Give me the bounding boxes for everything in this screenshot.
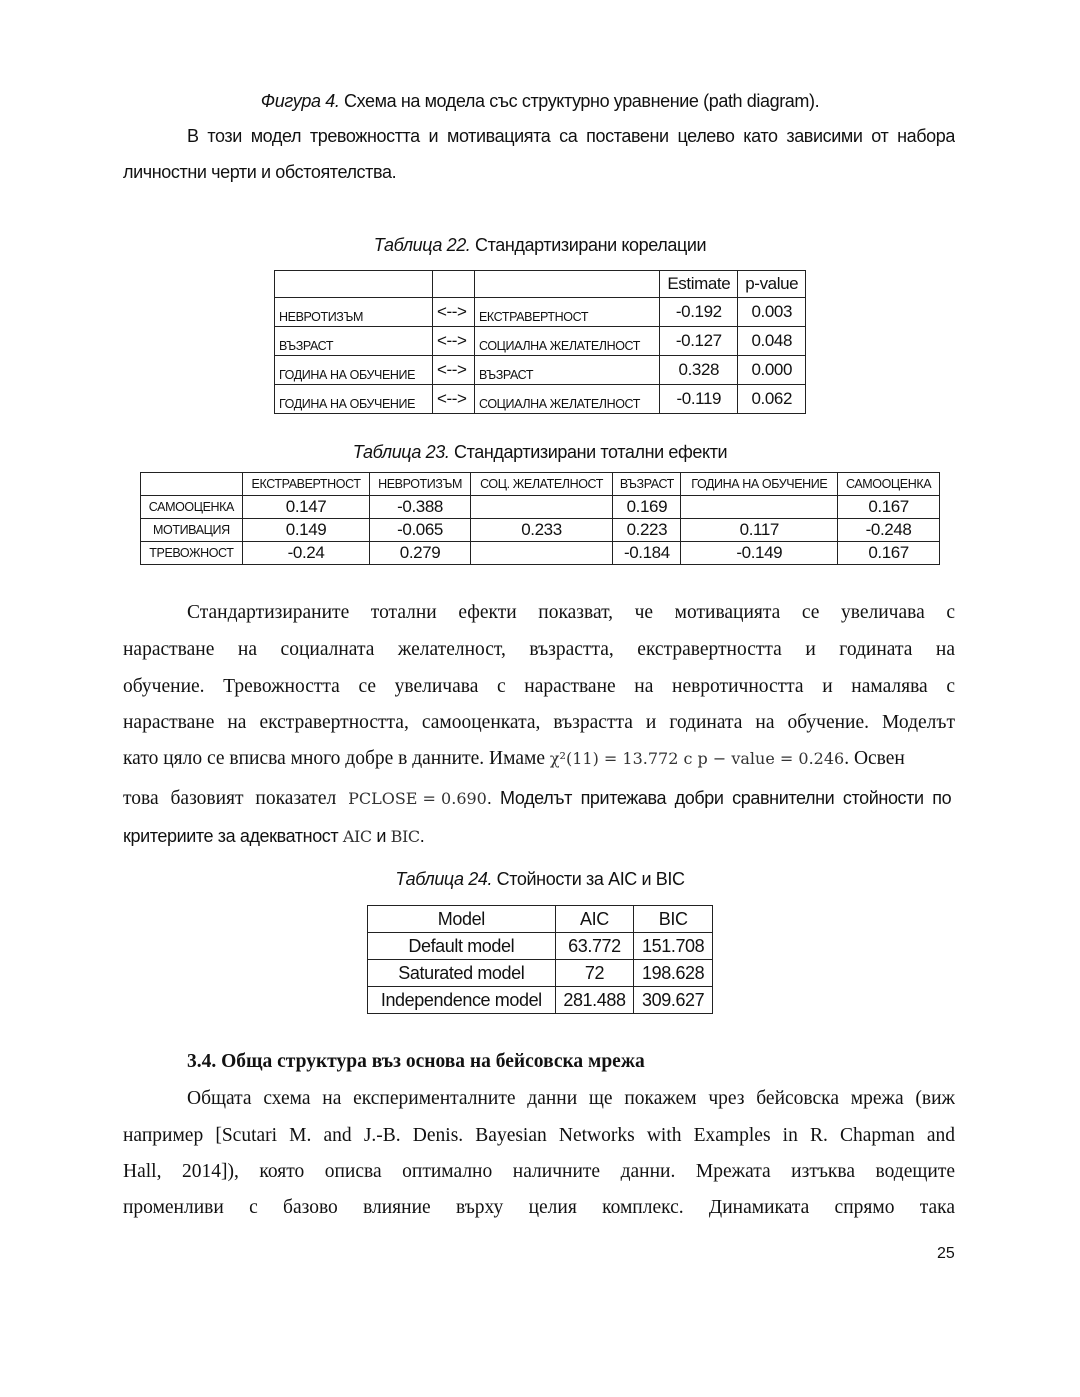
table-cell: <--> — [432, 327, 474, 356]
header-cell: p-value — [738, 271, 806, 298]
paragraph-line: променливи с базово влияние върху целия комплекс. Динамиката спрямо така — [123, 1197, 955, 1218]
table-cell: <--> — [432, 298, 474, 327]
p-value-formula: p − value = 0.246 — [697, 749, 845, 768]
table22-caption — [0, 235, 1080, 256]
table-cell: 151.708 — [634, 933, 713, 960]
header-cell: САМООЦЕНКА — [838, 473, 940, 496]
paragraph-line: Hall, 2014]), която описва оптимално наличните данни. Мрежата изтъква водещите — [123, 1161, 955, 1182]
chi-square-formula: χ²(11) = 13.772 — [549, 749, 679, 768]
table-row — [141, 496, 940, 519]
text: това базовият показател — [123, 788, 349, 809]
table-cell: 0.223 — [613, 519, 681, 542]
caption-text: Стандартизирани корелации — [470, 235, 707, 255]
table-cell: 0.279 — [370, 542, 470, 565]
table-cell: 0.003 — [738, 298, 806, 327]
table-cell: НЕВРОТИЗЪМ — [275, 298, 433, 327]
table-cell: 0.149 — [242, 519, 370, 542]
table-row — [141, 519, 940, 542]
table-cell: 0.167 — [838, 542, 940, 565]
table-cell: ГОДИНА НА ОБУЧЕНИЕ — [275, 385, 433, 414]
table-cell — [470, 496, 613, 519]
header-cell: ВЪЗРАСТ — [613, 473, 681, 496]
table-cell: Saturated model — [368, 960, 556, 987]
table-cell: МОТИВАЦИЯ — [141, 519, 243, 542]
table-header-row — [141, 473, 940, 496]
table-cell: 63.772 — [555, 933, 634, 960]
table-cell: СОЦИАЛНА ЖЕЛАТЕЛНОСТ — [475, 327, 660, 356]
table-cell: -0.127 — [660, 327, 738, 356]
caption-label: Таблица 22. — [373, 235, 471, 255]
paragraph-line — [123, 748, 955, 770]
table-cell: 309.627 — [634, 987, 713, 1014]
header-cell: Model — [368, 906, 556, 933]
table-cell: 0.147 — [242, 496, 370, 519]
intro-line: В този модел тревожността и мотивацията са поставени целево като зависими от набора — [187, 126, 955, 146]
text: и — [371, 826, 391, 846]
text: . Моделът притежава добри сравнителни стойности по — [486, 788, 952, 808]
paragraph-line — [123, 788, 955, 810]
table-cell: 198.628 — [634, 960, 713, 987]
caption-text: Стандартизирани тотални ефекти — [449, 442, 728, 462]
header-cell: ГОДИНА НА ОБУЧЕНИЕ — [681, 473, 838, 496]
header-cell: НЕВРОТИЗЪМ — [370, 473, 470, 496]
paragraph-line: Общата схема на експерименталните данни ще покажем чрез бейсовска мрежа (виж — [187, 1088, 955, 1109]
header-cell — [475, 271, 660, 298]
text: критериите за адекватност — [123, 826, 343, 846]
table-row — [368, 933, 713, 960]
table-row — [368, 987, 713, 1014]
caption-text: Стойности за AIC и BIC — [492, 869, 685, 889]
table-cell: ВЪЗРАСТ — [475, 356, 660, 385]
paragraph-line: например [Scutari M. and J.-B. Denis. Bayesian Networks with Examples in R. Chapman and — [123, 1125, 955, 1146]
table-cell: САМООЦЕНКА — [141, 496, 243, 519]
table-cell: 0.167 — [838, 496, 940, 519]
table-cell: -0.184 — [613, 542, 681, 565]
table-cell: 72 — [555, 960, 634, 987]
section-heading: 3.4. Обща структура въз основа на бейсовска мрежа — [187, 1051, 645, 1072]
header-cell — [275, 271, 433, 298]
header-cell: AIC — [555, 906, 634, 933]
table-cell: Independence model — [368, 987, 556, 1014]
table-row — [368, 960, 713, 987]
paragraph-line: Стандартизираните тотални ефекти показват, че мотивацията се увеличава с — [187, 602, 955, 623]
paragraph-line: нарастване на екстравертността, самооценката, възрастта и годината на обучение. Моделът — [123, 712, 955, 733]
table-header-row — [368, 906, 713, 933]
table-cell: -0.388 — [370, 496, 470, 519]
caption-label: Таблица 23. — [352, 442, 450, 462]
header-cell — [141, 473, 243, 496]
table-row — [275, 356, 806, 385]
table-cell: 0.062 — [738, 385, 806, 414]
paragraph-line: обучение. Тревожността се увеличава с нарастване на невротичността и намалява с — [123, 676, 955, 697]
header-cell: BIC — [634, 906, 713, 933]
table-23 — [140, 472, 940, 565]
intro-line: личностни черти и обстоятелства. — [123, 162, 397, 182]
table-row — [275, 298, 806, 327]
paragraph-line — [123, 826, 955, 847]
table-cell: -0.119 — [660, 385, 738, 414]
table-cell: ЕКСТРАВЕРТНОСТ — [475, 298, 660, 327]
aic-label: AIC — [342, 827, 372, 846]
table-24 — [367, 905, 713, 1014]
table-cell: ТРЕВОЖНОСТ — [141, 542, 243, 565]
header-cell: ЕКСТРАВЕРТНОСТ — [242, 473, 370, 496]
header-cell: Estimate — [660, 271, 738, 298]
page-number: 25 — [937, 1245, 955, 1262]
table-cell: 0.233 — [470, 519, 613, 542]
table-cell: 0.048 — [738, 327, 806, 356]
table-row — [141, 542, 940, 565]
table-cell: <--> — [432, 356, 474, 385]
caption-label: Фигура 4. — [260, 91, 340, 111]
table-cell: 0.169 — [613, 496, 681, 519]
table-cell: <--> — [432, 385, 474, 414]
header-cell: СОЦ. ЖЕЛАТЕЛНОСТ — [470, 473, 613, 496]
table-cell: 0.000 — [738, 356, 806, 385]
table-cell: -0.065 — [370, 519, 470, 542]
table-cell: 0.117 — [681, 519, 838, 542]
table-cell: -0.149 — [681, 542, 838, 565]
caption-label: Таблица 24. — [395, 869, 493, 889]
table23-caption — [0, 442, 1080, 463]
caption-text: Схема на модела със структурно уравнение (path diagram). — [339, 91, 820, 111]
table-cell — [470, 542, 613, 565]
table-cell: СОЦИАЛНА ЖЕЛАТЕЛНОСТ — [475, 385, 660, 414]
text: . Освен — [844, 748, 905, 769]
table-cell: 281.488 — [555, 987, 634, 1014]
header-cell — [432, 271, 474, 298]
paragraph-line: нарастване на социалната желателност, възрастта, екстравертността и годината на — [123, 639, 955, 660]
table-cell: ВЪЗРАСТ — [275, 327, 433, 356]
table-cell: -0.192 — [660, 298, 738, 327]
figure-caption — [0, 91, 1080, 112]
text: като цяло се вписва много добре в данните. Имаме — [123, 748, 550, 769]
table-22 — [274, 270, 806, 414]
table-cell — [681, 496, 838, 519]
table-row — [275, 327, 806, 356]
table-cell: Default model — [368, 933, 556, 960]
table-cell: -0.24 — [242, 542, 370, 565]
table-header-row — [275, 271, 806, 298]
text: с — [678, 749, 698, 768]
table24-caption — [0, 869, 1080, 890]
table-cell: ГОДИНА НА ОБУЧЕНИЕ — [275, 356, 433, 385]
text: . — [419, 826, 425, 846]
table-row — [275, 385, 806, 414]
table-cell: -0.248 — [838, 519, 940, 542]
pclose-formula: PCLOSE = 0.690 — [348, 789, 487, 808]
bic-label: BIC — [390, 827, 420, 846]
table-cell: 0.328 — [660, 356, 738, 385]
